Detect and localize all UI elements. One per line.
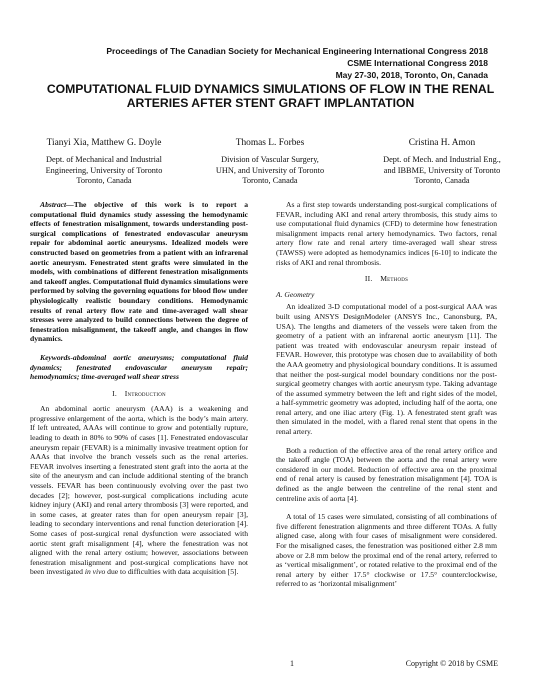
affiliation-line: Division of Vascular Surgery, bbox=[221, 155, 319, 165]
introduction-italic-term: in vivo bbox=[84, 567, 106, 577]
introduction-text-end: due to difficulties with data acquisition [5]. bbox=[105, 567, 239, 577]
keywords-text: abdominal aortic aneurysms; computational fluid dynamics; fenestrated endovascular aneurysm repair; hemodynamics; time-averaged wall shear stress bbox=[30, 352, 248, 382]
author-names: Thomas L. Forbes bbox=[235, 138, 305, 148]
conference-date-line: May 27-30, 2018, Toronto, On, Canada bbox=[335, 70, 488, 80]
author-group-1 bbox=[24, 138, 184, 187]
affiliation-line: Dept. of Mech. and Industrial Eng., bbox=[383, 155, 501, 165]
introduction-paragraph bbox=[30, 404, 248, 577]
affiliation-line: Toronto, Canada bbox=[76, 176, 132, 186]
section-heading-methods: II. Methods bbox=[364, 274, 409, 284]
abstract bbox=[30, 200, 248, 344]
left-column bbox=[30, 200, 248, 577]
paper-title bbox=[30, 82, 511, 110]
paragraph-study-aim: As a first step towards understanding post-surgical complications of FEVAR, including AKI and renal artery thrombosis, this study aims to use computational fluid dynamics (CFD) to determine how fenestration misalignment impacts renal artery hemodynamics. Two factors, renal artery flow rate and renal artery time-averaged wall shear stress (TAWSS) were adopted as hemodynamics indices [6-10] to indicate the risks of AKI and renal thrombosis. bbox=[276, 200, 497, 267]
author-group-2 bbox=[190, 138, 350, 187]
affiliation-line: Dept. of Mechanical and Industrial bbox=[46, 155, 162, 165]
keywords bbox=[30, 353, 248, 382]
abstract-label: Abstract— bbox=[40, 200, 74, 209]
conference-proceedings-line: Proceedings of The Canadian Society for Mechanical Engineering International Congress 2018 bbox=[106, 46, 488, 56]
introduction-text: An abdominal aortic aneurysm (AAA) is a weakening and progressive enlargement of the aorta, which is the body’s main artery. If left untreated, AAAs will continue to grow and potentially rupture, leading to death in 80% to 90% of cases [1]. Fenestrated endovascular aneurysm repair (FEVAR) is a minimally invasive treatment option for AAAs that involve the branch vessels such as the renal arteries. FEVAR involves inserting a fenestrated stent graft into the aorta at the site of the aneurysm and can include additional stenting of the branch vessels. FEVAR has been continuously evolving over the past two decades [2]; however, post-surgical complications including acute kidney injury (AKI) and renal artery thrombosis [3] were reported, and in some cases, at greater rates than for open aneurysm repair [3], leading to secondary interventions and renal function deterioration [4]. Some cases of post-surgical renal dysfunction were associated with aortic stent graft misalignment [4], where the fenestration was not aligned with the renal artery ostium; however, associations between fenestration misalignment and post-surgical complications have not been investigated bbox=[30, 404, 248, 577]
paper-title-line-1: COMPUTATIONAL FLUID DYNAMICS SIMULATIONS OF FLOW IN THE RENAL bbox=[46, 82, 495, 96]
page-number: 1 bbox=[290, 659, 294, 668]
author-names: Cristina H. Amon bbox=[408, 138, 476, 148]
right-column bbox=[276, 200, 497, 589]
conference-name-line: CSME International Congress 2018 bbox=[347, 58, 488, 68]
paragraph-geometry: An idealized 3-D computational model of a post-surgical AAA was built using ANSYS DesignModeler (ANSYS Inc., Canonsburg, PA, USA). The lengths and diameters of the vessels were taken from the geometry of a patient with an infrarenal aortic aneurysm [11]. The patient was treated with endovascular aneurysm repair instead of FEVAR. However, this prototype was chosen due to availability of both the AAA geometry and physiological boundary conditions. It is assumed that neither the post-surgical model boundary conditions nor the post-surgical geometry changes with aortic aneurysm type. Taking advantage of the assumed symmetry between the left and right sides of the model, a half-symmetric geometry was adopted, including half of the aorta, one renal artery, and one iliac artery (Fig. 1). A fenestrated stent graft was then simulated in the model, with a flared renal stent that opens in the renal artery. bbox=[276, 302, 497, 437]
affiliation-line: and IBBME, University of Toronto bbox=[383, 165, 501, 175]
paper-title-line-2: ARTERIES AFTER STENT GRAFT IMPLANTATION bbox=[126, 96, 415, 110]
paragraph-cases: A total of 15 cases were simulated, consisting of all combinations of five different fenestration alignments and three different TOAs. A fully aligned case, along with four cases of misalignment were considered. For the misaligned cases, the fenestration was positioned either 2.8 mm above or 2.8 mm below the proximal end of the renal artery, referred to as ‘vertical misalignment’, or rotated relative to the proximal end of the renal artery by either 17.5° clockwise or 17.5° counterclockwise, referred to as ‘horizontal misalignment’ bbox=[276, 512, 497, 589]
author-names: Tianyi Xia, Matthew G. Doyle bbox=[46, 138, 162, 148]
affiliation-line: UHN, and University of Toronto bbox=[215, 165, 325, 175]
affiliation-line: Toronto, Canada bbox=[242, 176, 298, 186]
author-group-3 bbox=[358, 138, 526, 187]
affiliation-line: Engineering, University of Toronto bbox=[45, 165, 163, 175]
keywords-label: Keywords- bbox=[40, 352, 73, 362]
section-heading-introduction: I. Introduction bbox=[112, 388, 166, 398]
affiliation-line: Toronto, Canada bbox=[414, 176, 470, 186]
abstract-text: The objective of this work is to report a computational fluid dynamics study assessing the hemodynamic effects of fenestration misalignment, towards understanding post-surgical complications of fenestrated endovascular aneurysm repair for abdominal aortic aneurysms. Idealized models were constructed based on geometries from a patient with an infrarenal aortic aneurysm. Fenestrated stent grafts were simulated in the models, with combinations of different fenestration misalignments and takeoff angles. Computational fluid dynamics simulations were performed by solving the governing equations for blood flow under physiologically realistic boundary conditions. Hemodynamic results of renal artery flow rate and time-averaged wall shear stresses were analyzed to build connections between the degree of fenestration misalignment, the takeoff angle, and changes in flow dynamics. bbox=[30, 200, 248, 344]
subsection-heading-geometry: A. Geometry bbox=[276, 289, 315, 299]
paragraph-takeoff-angle: Both a reduction of the effective area of the renal artery orifice and the takeoff angle (TOA) between the aorta and the renal artery were considered in our model. Reduction of effective area on the proximal end of renal artery is caused by fenestration misalignment [4]. TOA is defined as the angle between the centreline of the renal stent and centreline axis of aorta [4]. bbox=[276, 445, 497, 503]
copyright-notice: Copyright © 2018 by CSME bbox=[405, 659, 498, 668]
